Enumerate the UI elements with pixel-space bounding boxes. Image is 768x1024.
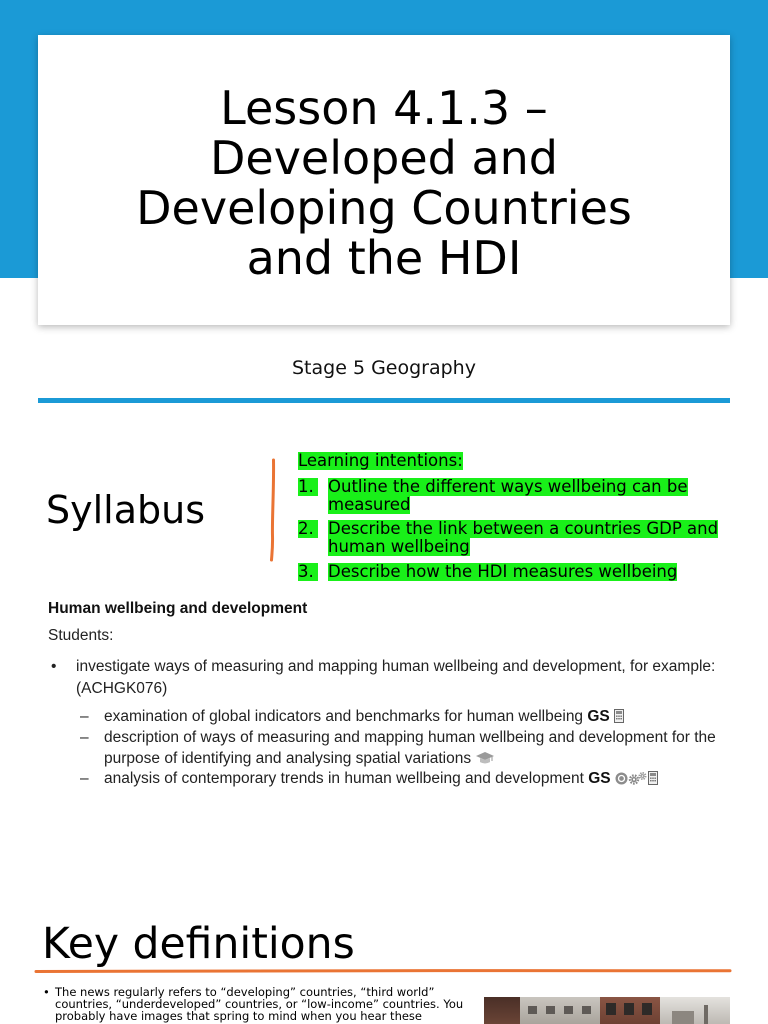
dash-marker: – [80,729,89,746]
slide-title [38,83,730,283]
general-capability-code: GS [588,770,611,787]
list-item-text [328,520,718,556]
bullet-marker: • [43,985,50,999]
list-item-line: Outline the different ways wellbeing can be [328,477,688,496]
sub-item-2 [104,750,495,768]
learning-intentions-label: Learning intentions: [298,451,463,470]
syllabus-excerpt [0,600,768,790]
ethical-understanding-icon [615,772,628,785]
photo-building [484,997,520,1024]
list-item-text [328,478,688,514]
syllabus-slide [0,420,768,800]
sub-item-text: analysis of contemporary trends in human wellbeing and development [104,770,584,787]
dash-marker: – [80,770,89,787]
calculator-icon [614,709,624,723]
learning-intentions-label-row [298,452,463,470]
list-number: 2. [298,520,318,538]
gears-icon [628,771,648,785]
street-photo [484,997,730,1024]
bullet-text-line: The news regularly refers to “developing” countries, “third world” [55,985,435,999]
syllabus-heading: Syllabus [46,488,206,532]
students-label: Students: [48,627,114,644]
dash-marker: – [80,708,89,725]
title-card [38,35,730,325]
sub-item-2-line: description of ways of measuring and mapping human wellbeing and development for the [104,729,716,746]
bullet-text-line: (ACHGK076) [76,680,168,697]
title-line: Lesson 4.1.3 – [220,81,548,135]
photo-sky [660,997,730,1024]
sub-item-text: examination of global indicators and benchmarks for human wellbeing [104,708,584,725]
blue-divider-rule [38,398,730,403]
list-number: 1. [298,478,318,496]
definitions-heading: Key definitions [42,920,355,969]
bullet-text-line: investigate ways of measuring and mapping human wellbeing and development, for example: [76,658,716,675]
sub-item-1 [104,708,624,726]
orange-divider-line [266,458,278,562]
title-line: and the HDI [246,231,522,285]
bullet-text [55,986,463,1022]
sub-item-3 [104,770,658,788]
orange-underline [34,967,732,975]
list-item-line: measured [328,495,411,514]
bullet-marker: • [51,658,57,675]
title-line: Developed and [209,131,559,185]
list-item-line: Describe how the HDI measures wellbeing [328,562,678,581]
bullet-text-line: probably have images that spring to mind when you hear these [55,1009,422,1023]
graduation-cap-icon [475,751,495,765]
calculator-icon [648,771,658,785]
definitions-slide [0,900,768,1024]
title-line: Developing Countries [136,181,632,235]
title-slide [0,0,768,410]
bullet-text-line: countries, “underdeveloped” countries, or “low-income” countries. You [55,997,464,1011]
slide-subtitle: Stage 5 Geography [292,357,476,379]
photo-building [520,997,600,1024]
list-item-line: human wellbeing [328,537,470,556]
photo-building [600,997,660,1024]
list-number: 3. [298,563,318,581]
learning-intentions [298,452,738,602]
sub-item-text: purpose of identifying and analysing spatial variations [104,750,472,767]
excerpt-heading: Human wellbeing and development [48,600,308,617]
list-item-line: Describe the link between a countries GDP and [328,519,719,538]
list-item-text [328,563,677,581]
general-capability-code: GS [587,708,610,725]
